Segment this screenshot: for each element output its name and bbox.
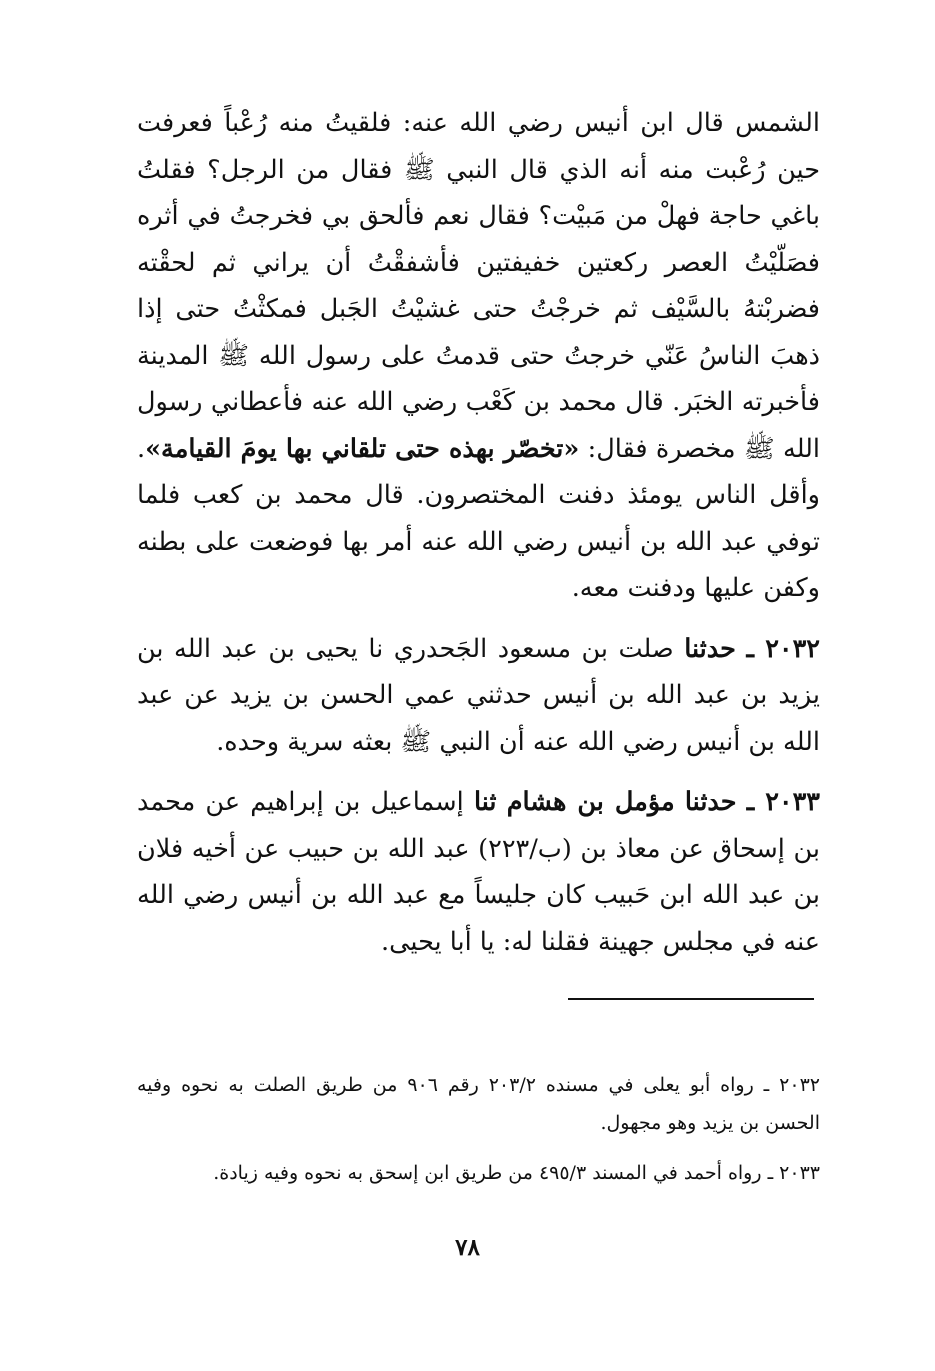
- footnote-2033: ٢٠٣٣ ـ رواه أحمد في المسند ٤٩٥/٣ من طريق ابن إسحق به نحوه وفيه زيادة.: [213, 1162, 820, 1184]
- paragraph-continuation: [137, 100, 820, 612]
- narration-keyword: حدثنا: [684, 787, 737, 817]
- narrator-name: مؤمل بن هشام: [506, 787, 675, 817]
- hadith-2033: [137, 779, 820, 965]
- hadith-number: ٢٠٣٢ ـ: [746, 633, 821, 664]
- narration-keyword-2: ثنا: [473, 787, 497, 817]
- paragraph-text: الشمس قال ابن أنيس رضي الله عنه: فلقيتُ منه رُعْباً فعرفت حين رُعْبت منه أنه الذي قال النبي ﷺ فقال من الرجل؟ فقلتُ باغي حاجة فهلْ من مَبيْت؟ فقال نعم فألحق بي فخرجتُ في أثره فصَلّيْتُ العصر ركعتين خفيفتين فأشفقْتُ أن يراني ثم لحقْته فضربْتهُ بالسَّيْف ثم خرجْتُ حتى غشيْتُ الجَبل فمكثْتُ حتى إذا ذهبَ الناسُ عَنّي خرجتُ حتى قدمتُ على رسول الله ﷺ المدينة فأخبرته الخبَر. قال محمد بن كَعْب رضي الله عنه فأعطاني رسول الله ﷺ مخصرة فقال:: [137, 108, 820, 464]
- footnotes: [137, 1066, 820, 1192]
- footnote-divider: [568, 998, 814, 1000]
- narration-keyword: حدثنا: [684, 633, 736, 664]
- page-number: ٧٨: [455, 1234, 480, 1261]
- hadith-number: ٢٠٣٣ ـ: [746, 787, 820, 817]
- hadith-text: إسماعيل بن إبراهيم عن محمد بن إسحاق عن معاذ بن (ب/٢٢٣) عبد الله بن حبيب عن أخيه فلان بن عبد الله ابن حَبيب كان جليساً مع عبد الله بن أنيس رضي الله عنه في مجلس جهينة فقلنا له: يا أبا يحيى.: [137, 787, 820, 957]
- footnote-2032: ٢٠٣٢ ـ رواه أبو يعلى في مسنده ٢٠٣/٢ رقم ٩٠٦ من طريق الصلت به نحوه وفيه الحسن بن يزيد وهو مجهول.: [137, 1074, 820, 1134]
- main-text: [137, 100, 820, 965]
- hadith-text: صلت بن مسعود الجَحدري نا يحيى بن عبد الله بن يزيد بن عبد الله بن أنيس حدثني عمي الحسن بن يزيد عن عبد الله بن أنيس رضي الله عنه أن النبي ﷺ بعثه سرية وحده.: [137, 633, 820, 757]
- paragraph-text-end: . وأقل الناس يومئذ دفنت المختصرون. قال محمد بن كعب فلما توفي عبد الله بن أنيس رضي الله عنه أمر بها فوضعت على بطنه وكفن عليها ودفنت معه.: [137, 433, 820, 603]
- prophet-quote: «تخصّر بهذه حتى تلقاني بها يومَ القيامة»: [145, 433, 580, 464]
- hadith-2032: [137, 626, 820, 766]
